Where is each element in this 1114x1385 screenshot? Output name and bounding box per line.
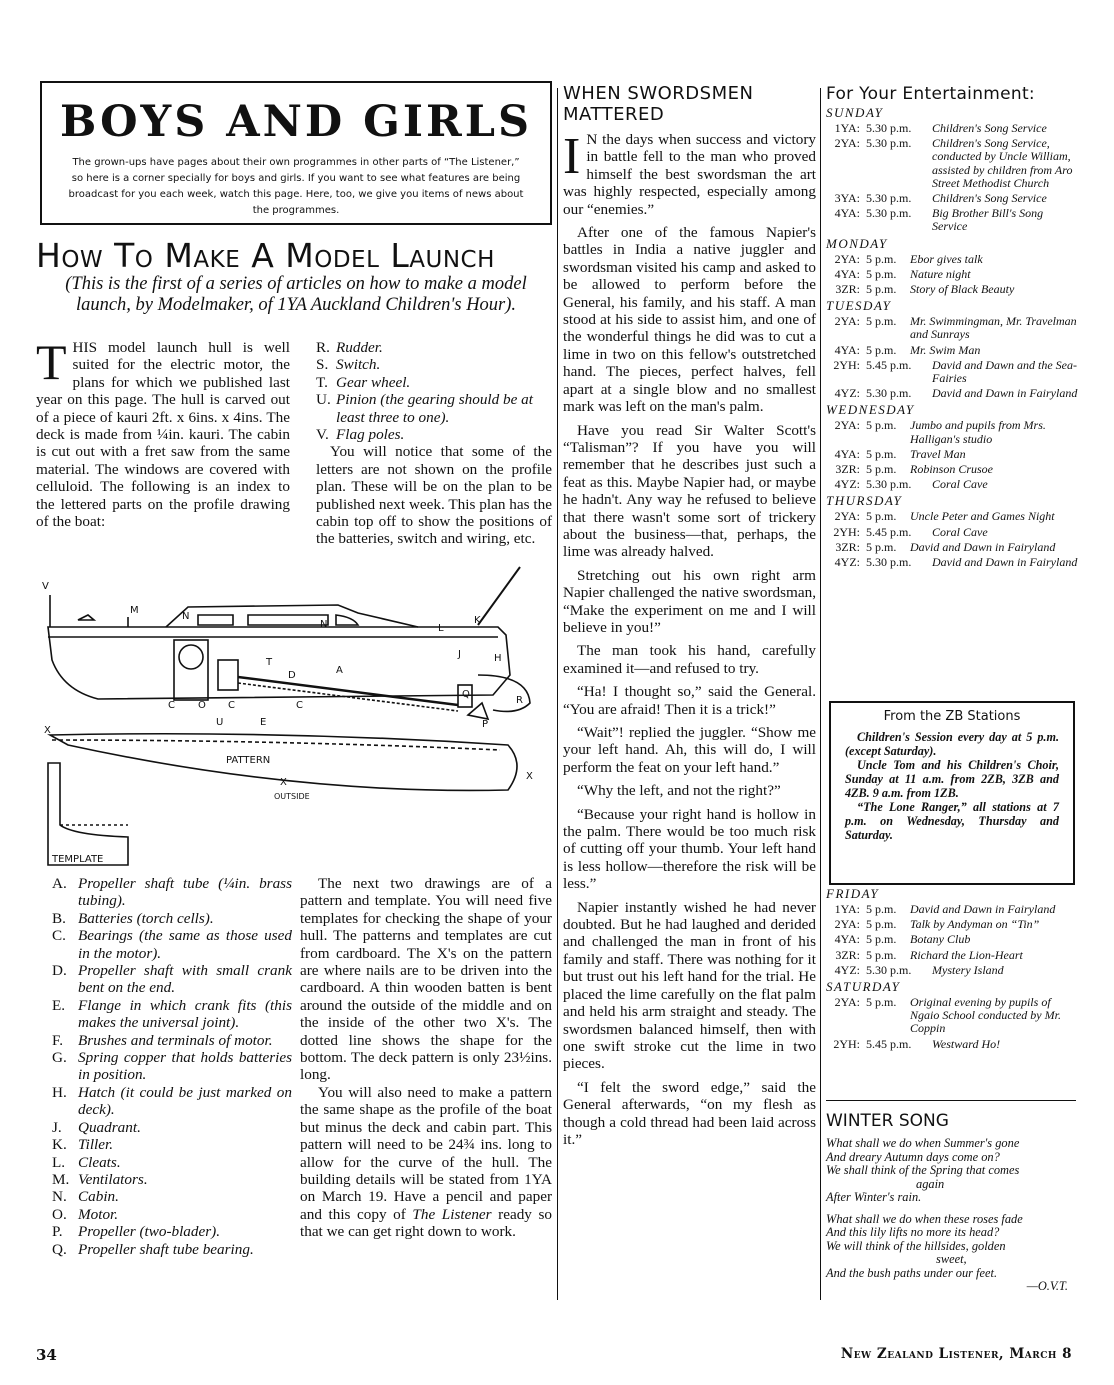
zb-p2: Uncle Tom and his Children's Choir, Sunday at 11 a.m. from 2ZB, 3ZB and 4ZB. 9 a.m. from 1ZB. [845, 758, 1059, 800]
article-para3: The next two drawings are of a pattern and template. You will need five templates for checking the shape of your hull. The patterns and templates are cut from cardboard. The X's on the pattern are where nails are to be driven into the cardboard. A thin wooden batten is bent around the outside of the middle and on the inside of the other two X's. The dotted line shows the shape for the bottom. The deck pattern is only 23½ins. long. [300, 875, 552, 1084]
launch-diagram [38, 565, 552, 873]
story-paragraph: Have you read Sir Walter Scott's “Talisman”? If you have you will remember that he describes just such a feat as this. Maybe Napier had, or maybe he hadn't. Any way he refused to believe that there wasn't some sort of trickery about the business—that, perhaps, the lime was already halved. [563, 421, 816, 561]
label-r: R [516, 695, 523, 706]
story-paragraph: “Because your right hand is hollow in the palm. There would be too much risk of cutting off your thumb. Your left hand is less hollow—therefore the risk will be less.” [563, 805, 816, 893]
schedule-item: 2YA: 5 p.m. Mr. Swimmingman, Mr. Travelman and Sunrays [834, 314, 1077, 342]
zb-heading: From the ZB Stations [883, 709, 1021, 724]
schedule-item: 4YA: 5 p.m. Nature night [834, 266, 971, 281]
template-outline [48, 763, 128, 865]
story-paragraph: The man took his hand, carefully examined it—and refused to try. [563, 642, 816, 677]
poem-line: sweet, [936, 1252, 967, 1266]
schedule-item: 3YA: 5.30 p.m. Children's Song Service [834, 191, 1047, 206]
article-title: How To Make A Model Launch [36, 236, 495, 275]
index-item: T. Gear wheel. [316, 373, 411, 391]
banner-title: BOYS AND GIRLS [59, 97, 533, 147]
index-top [316, 339, 552, 548]
schedule-item: 4YZ: 5.30 p.m. David and Dawn in Fairyland [834, 555, 1078, 570]
cabin [166, 605, 418, 627]
poem-line: And the bush paths under our feet. [826, 1265, 998, 1280]
parts-item: O. Motor. [52, 1205, 119, 1223]
poem-line: And dreary Autumn days come on? [826, 1149, 1000, 1164]
article-para4: You will also need to make a pattern the same shape as the profile of the boat but minus the deck and cabin part. This pattern will need to be 24¾ ins. long to allow for the curve of the hull. The building details will be stated from 1YA on March 19. Have a pencil and paper and this copy of The Listener ready so that we can get right down to work. [300, 1083, 552, 1241]
publication-footer: New Zealand Listener, March 8 [840, 1346, 1072, 1362]
parts-item: L. Cleats. [52, 1153, 121, 1171]
label-k: K [474, 615, 481, 626]
zb-stations-box [829, 701, 1075, 885]
schedule-item: 4YZ: 5.30 p.m. Mystery Island [834, 962, 1004, 977]
listener-title: The Listener [412, 1205, 492, 1223]
label-x3: X [526, 771, 533, 782]
schedule-day: SATURDAY [826, 979, 901, 995]
poem-line: After Winter's rain. [826, 1190, 922, 1204]
story-paragraph: I N the days when success and victory in battle fell to the man who proved himself the best swordsman the art was highly respected, especially among our “enemies.” [563, 128, 816, 218]
parts-item: Q. Propeller shaft tube bearing. [52, 1240, 254, 1258]
story-heading: WHEN SWORDSMEN MATTERED [563, 83, 754, 125]
poem-heading: WINTER SONG [826, 1111, 949, 1131]
banner-box [40, 81, 552, 225]
schedule-day: THURSDAY [826, 493, 903, 509]
poem-author: —O.V.T. [1026, 1279, 1068, 1293]
parts-item: M. Ventilators. [52, 1170, 148, 1188]
label-l: L [438, 623, 444, 634]
label-c1: C [168, 700, 175, 711]
schedule-item: 2YA: 5 p.m. Original evening by pupils of Ngaio School conducted by Mr. Coppin [834, 995, 1061, 1036]
schedule-item: 3ZR: 5 p.m. Story of Black Beauty [835, 282, 1015, 297]
label-a: A [336, 665, 343, 676]
poem-line: We will think of the hillsides, golden [826, 1238, 1006, 1253]
label-o: O [198, 700, 206, 711]
column-rule [820, 88, 821, 1300]
winter-song [826, 1111, 1078, 1294]
parts-item: D. Propeller shaft with small crank bent on the end. [52, 962, 292, 997]
label-p: P [482, 719, 489, 730]
label-x2: X [280, 777, 287, 788]
schedule-item: 2YA: 5.30 p.m. Children's Song Service, conducted by Uncle William, assisted by children from Aro Street Methodist Church [834, 136, 1073, 190]
label-v: V [42, 581, 49, 592]
schedule-item: 2YH: 5.45 p.m. Westward Ho! [833, 1036, 1001, 1051]
label-x1: X [44, 725, 51, 736]
schedule-item: 4YA: 5 p.m. Mr. Swim Man [834, 342, 981, 357]
story-paragraph: Stretching out his own right arm Napier challenged the native swordsman, “Make the experiment on me and I will believe in you!” [563, 566, 816, 636]
template-label: TEMPLATE [52, 854, 104, 865]
pattern-label: PATTERN [226, 755, 271, 766]
zb-p3: “The Lone Ranger,” all stations at 7 p.m. on Wednesday, Thursday and Saturday. [845, 800, 1059, 842]
banner-intro: The grown-ups have pages about their own programmes in other parts of “The Listener,” so here is a corner specially for boys and girls. If you want to see what features are being broadcast for you each week, watch this page. Here, too, we give you items of news about the programmes. [68, 157, 524, 216]
parts-item: F. Brushes and terminals of motor. [52, 1031, 273, 1049]
label-e: E [260, 717, 267, 728]
index-item: U. Pinion (the gearing should be at least three to one). [316, 391, 533, 426]
label-m: M [130, 605, 139, 616]
article-para2: You will notice that some of the letters are not shown on the profile plan. These will be on the plan to be published next week. This plan has the cabin top off to show the positions of the batteries, switch and wiring, etc. [316, 443, 552, 548]
poem-line: What shall we do when Summer's gone [826, 1136, 1020, 1150]
schedule-item: 2YH: 5.45 p.m. Coral Cave [833, 524, 988, 539]
schedule-item: 4YZ: 5.30 p.m. David and Dawn in Fairyland [834, 386, 1078, 401]
schedule-item: 3ZR: 5 p.m. David and Dawn in Fairyland [835, 539, 1056, 554]
parts-item: P. Propeller (two-blader). [52, 1223, 221, 1241]
label-c2: C [228, 700, 235, 711]
parts-item: H. Hatch (it could be just marked on deck). [52, 1083, 292, 1119]
label-u: U [216, 717, 224, 728]
parts-item: E. Flange in which crank fits (this makes the universal joint). [52, 996, 292, 1032]
article-para1: HIS model launch hull is well suited for the electric motor, the plans for which we published last year on this page. The hull is carved out of a piece of kauri 2ft. x 6ins. x 4ins. The deck is made from ¼in. kauri. The cabin is cut out with a fret saw from the same material. The windows are covered with celluloid. The following is an index to the lettered parts on the profile drawing of the boat: [36, 339, 290, 531]
schedule-item: 3ZR: 5 p.m. Richard the Lion-Heart [835, 947, 1023, 962]
schedule-item: 2YA: 5 p.m. Talk by Andyman on “Tin” [834, 917, 1040, 932]
index-item: V. Flag poles. [316, 426, 405, 444]
schedule-item: 4YA: 5.30 p.m. Big Brother Bill's Song Service [834, 206, 1044, 234]
label-d: D [288, 670, 296, 681]
schedule-item: 3ZR: 5 p.m. Robinson Crusoe [835, 462, 994, 477]
section-rule [826, 1100, 1076, 1101]
zb-p1: Children's Session every day at 5 p.m. (except Saturday). [845, 730, 1059, 758]
label-n: N [182, 611, 190, 622]
article-intro [36, 334, 290, 531]
entertainment-schedule [826, 84, 1078, 571]
story-paragraph: “Ha! I thought so,” said the General. “You are afraid! Then it is a trick!” [563, 683, 816, 718]
schedule-item: 2YA: 5 p.m. Jumbo and pupils from Mrs. Halligan's studio [834, 418, 1046, 446]
parts-list [52, 875, 292, 1258]
story [563, 83, 816, 1148]
article-subtitle: (This is the first of a series of articles on how to make a model launch, by Modelmaker, of 1YA Auckland Children's Hour). [65, 274, 527, 315]
parts-item: B. Batteries (torch cells). [52, 909, 214, 927]
parts-item: G. Spring copper that holds batteries in position. [52, 1049, 292, 1084]
schedule-day: TUESDAY [826, 298, 892, 314]
schedule-day: MONDAY [826, 235, 888, 251]
poem-line: What shall we do when these roses fade [826, 1211, 1023, 1226]
story-paragraph: Napier instantly wished he had never doubted. But he had laughed and derided and challenged the man in front of his family and staff. There was nothing for it but trust out his left hand for the trial. He placed the lime carefully on the flat palm and held his arm straight and steady. The swordsmen balanced himself, then with one swift stroke cut the lime in two pieces. [563, 898, 816, 1073]
page-number: 34 [36, 1346, 57, 1364]
story-dropcap: I [563, 128, 581, 185]
schedule-item: 2YA: 5 p.m. Ebor gives talk [834, 251, 983, 266]
poem-line: And this lily lifts no more its head? [826, 1225, 1000, 1239]
schedule-item: 1YA: 5.30 p.m. Children's Song Service [834, 121, 1047, 135]
poem-line: We shall think of the Spring that comes [826, 1163, 1020, 1177]
outside-label: OUTSIDE [274, 792, 310, 801]
entertainment-heading: For Your Entertainment: [826, 84, 1035, 104]
parts-item: K. Tiller. [52, 1136, 114, 1154]
schedule-day: WEDNESDAY [826, 402, 915, 418]
schedule-day: SUNDAY [826, 105, 884, 120]
label-j: J [458, 649, 461, 660]
schedule-item: 4YA: 5 p.m. Botany Club [834, 932, 971, 947]
label-q: Q [462, 689, 470, 700]
label-c3: C [296, 700, 303, 711]
story-paragraph: “I felt the sword edge,” said the General afterwards, “on my flesh as though a cold thread had been laid across it.” [563, 1078, 816, 1148]
parts-item: A. Propeller shaft tube (¼in. brass tubing). [52, 875, 292, 910]
story-paragraph: “Why the left, and not the right?” [577, 782, 781, 800]
schedule-item: 2YH: 5.45 p.m. David and Dawn and the Sea-Fairies [833, 357, 1077, 386]
schedule-item: 2YA: 5 p.m. Uncle Peter and Games Night [834, 509, 1055, 524]
label-h: H [494, 653, 502, 664]
article-dropcap: T [36, 334, 67, 390]
index-item: S. Switch. [316, 356, 381, 374]
poem-line: again [916, 1176, 945, 1191]
label-n2: N [320, 619, 328, 630]
schedule-item: 1YA: 5 p.m. David and Dawn in Fairyland [834, 902, 1056, 916]
label-t: T [266, 657, 273, 668]
article-continuation [300, 875, 552, 1241]
parts-item: N. Cabin. [52, 1188, 119, 1206]
schedule-item: 4YZ: 5.30 p.m. Coral Cave [834, 477, 988, 492]
parts-item: J. Quadrant. [52, 1118, 141, 1136]
story-paragraph: “Wait”! replied the juggler. “Show me your left hand. Ah, this will do, I will perform the feat on your left hand.” [563, 724, 816, 776]
index-item: R. Rudder. [316, 339, 383, 356]
story-paragraph: After one of the famous Napier's battles in India a native juggler and swordsman visited his camp and asked to be allowed to perform before the General, his family, and his staff. A man stood at his side to assist him, and one of the wonderful things he did was to cut a lime in two on this fellow's outstretched hand. The pieces, perfect halves, fell apart at a single blow and no smallest mark was left on the man's palm. [563, 224, 816, 416]
entertainment-schedule-cont [826, 885, 1078, 1053]
parts-item: C. Bearings (the same as those used in the motor). [52, 927, 292, 962]
schedule-day: FRIDAY [826, 886, 880, 901]
schedule-item: 4YA: 5 p.m. Travel Man [834, 446, 966, 461]
column-rule [557, 88, 558, 1300]
